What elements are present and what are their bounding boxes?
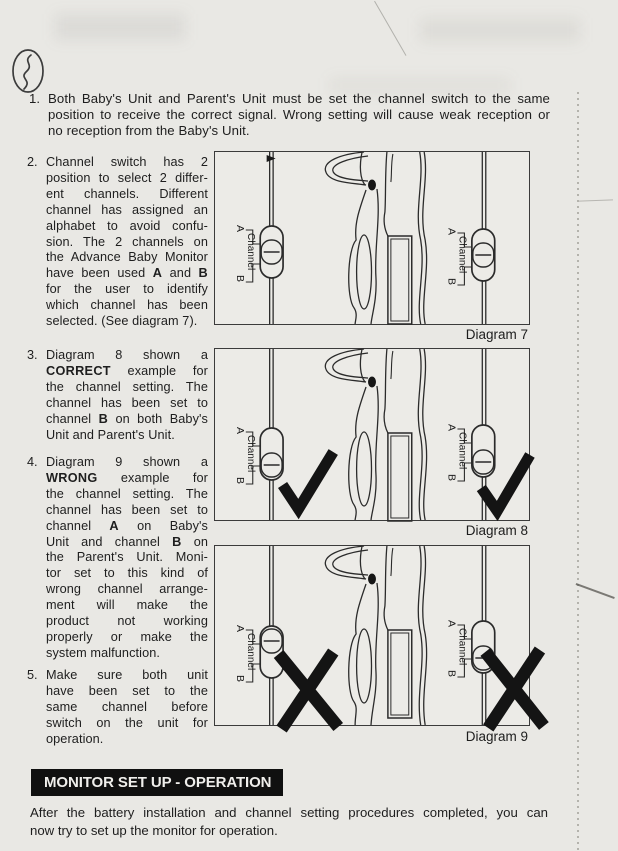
diagram-label: Diagram 7	[465, 327, 528, 342]
text-line: sion. The 2 channels on	[46, 234, 208, 249]
speaker-oval	[357, 235, 372, 309]
speaker-oval	[357, 432, 372, 506]
channel-a-label: A	[445, 424, 457, 432]
channel-label: Channel	[456, 628, 468, 666]
text-line: channel A on Baby's	[46, 518, 208, 533]
diagram-9-figure	[214, 545, 530, 726]
instruction-item-3	[27, 348, 208, 443]
belt-clip	[388, 433, 412, 521]
handwritten-mark	[6, 44, 50, 98]
text-line: Make sure both unit	[46, 668, 208, 682]
text-line: the channel setting. The	[46, 379, 208, 394]
text-line: operation.	[46, 731, 104, 746]
channel-label: Channel	[244, 633, 256, 671]
channel-b-label: B	[445, 278, 457, 286]
text-line: properly or make the	[46, 629, 208, 644]
belt-clip	[388, 236, 412, 324]
channel-a-label: A	[233, 427, 245, 435]
instruction-text	[46, 455, 208, 662]
text-line: the Advance Baby Monitor	[46, 250, 208, 265]
instruction-item-5	[27, 668, 208, 748]
channel-a-label: A	[445, 228, 457, 236]
text-line: the Parent's Unit. Moni-	[46, 550, 208, 565]
scan-smudge	[420, 18, 580, 42]
text-line: selected. (See diagram 7).	[46, 314, 198, 329]
instruction-item-2	[27, 155, 208, 330]
text-line: have been set to the	[46, 683, 208, 698]
instruction-text	[46, 155, 208, 330]
text-line: same channel before	[46, 699, 208, 714]
instruction-text	[46, 668, 208, 748]
belt-clip	[388, 630, 412, 718]
instruction-number: 3.	[27, 348, 38, 362]
text-line: alphabet to avoid confu-	[46, 218, 208, 233]
text-line: position to receive the correct signal. Wrong setting will cause weak reception or	[48, 107, 550, 123]
instruction-item-1	[29, 91, 550, 140]
channel-b-label: B	[233, 275, 245, 283]
diagram-label: Diagram 9	[465, 729, 528, 744]
text-line: which channel has been	[46, 298, 208, 313]
text-line: switch on the unit for	[46, 715, 208, 730]
instruction-item-4	[27, 455, 208, 662]
text-line: After the battery installation and channel setting procedures completed, you can	[30, 805, 548, 820]
channel-a-label: A	[445, 620, 457, 628]
page-edge-artifact	[579, 199, 613, 201]
channel-b-label: B	[233, 675, 245, 683]
text-line: system malfunction.	[46, 645, 161, 660]
text-line: ent channels. Different	[46, 186, 208, 201]
channel-b-label: B	[233, 477, 245, 485]
channel-label: Channel	[244, 233, 256, 271]
footer-paragraph	[30, 804, 548, 840]
diagram-8-figure	[214, 348, 530, 521]
diagram-label: Diagram 8	[465, 523, 528, 538]
text-line: channel has assigned an	[46, 202, 208, 217]
text-line: channel has been set to	[46, 502, 208, 517]
instruction-text	[48, 91, 550, 140]
instruction-number: 1.	[29, 91, 40, 106]
text-line: now try to set up the monitor for operation.	[30, 822, 278, 838]
scan-scratch	[374, 1, 407, 56]
check-icon	[283, 452, 334, 509]
text-line: have been used A and B	[46, 266, 208, 281]
channel-a-label: A	[233, 225, 245, 233]
diagram-7-figure	[214, 151, 530, 325]
diagram-drawing	[215, 152, 529, 324]
text-line: tor set to this kind of	[46, 566, 208, 581]
speaker-oval	[357, 629, 372, 703]
page-edge-artifact	[576, 583, 615, 599]
cross-icon	[485, 650, 544, 728]
channel-label: Channel	[244, 435, 256, 473]
scan-smudge	[55, 14, 185, 40]
text-line: position to select 2 differ-	[46, 170, 208, 185]
text-line: Diagram 8 shown a	[46, 348, 208, 362]
text-line: channel has been set to	[46, 395, 208, 410]
strap-knob	[368, 180, 376, 191]
channel-label: Channel	[456, 236, 468, 274]
channel-b-label: B	[445, 474, 457, 482]
instruction-number: 2.	[27, 155, 38, 169]
text-line: wrong channel arrange-	[46, 582, 208, 597]
text-line: Unit and Parent's Unit.	[46, 427, 175, 442]
channel-a-label: A	[233, 625, 245, 633]
channel-label: Channel	[456, 432, 468, 470]
diagram-drawing	[215, 546, 529, 725]
text-line: for the user to identify	[46, 282, 208, 297]
page-edge-artifact	[577, 92, 579, 851]
text-line: ment will make the	[46, 598, 208, 613]
text-line: channel B on both Baby's	[46, 411, 208, 426]
flag-mark	[267, 155, 276, 162]
text-line: Diagram 9 shown a	[46, 455, 208, 469]
text-line: Channel switch has 2	[46, 155, 208, 169]
text-line: product not working	[46, 614, 208, 629]
text-line: Both Baby's Unit and Parent's Unit must be set the channel switch to the same	[48, 91, 550, 106]
diagram-drawing	[215, 349, 529, 520]
section-header-title: MONITOR SET UP - OPERATION	[44, 774, 272, 791]
text-line: the channel setting. The	[46, 486, 208, 501]
instruction-number: 5.	[27, 668, 38, 682]
channel-b-label: B	[445, 670, 457, 678]
strap-knob	[368, 377, 376, 388]
text-line: WRONG example for	[46, 470, 208, 485]
text-line: Unit and channel B on	[46, 534, 209, 549]
text-line: no reception from the Baby's Unit.	[48, 123, 250, 139]
text-line: CORRECT example for	[46, 363, 208, 378]
strap-knob	[368, 574, 376, 585]
instruction-number: 4.	[27, 455, 38, 469]
cross-icon	[279, 652, 339, 729]
section-header-bar	[31, 769, 283, 796]
instruction-text	[46, 348, 208, 443]
